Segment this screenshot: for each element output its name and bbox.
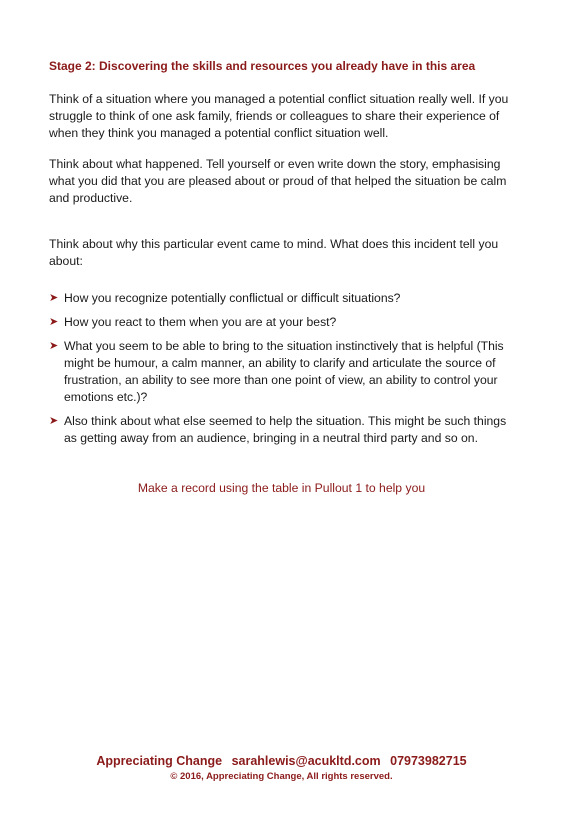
- paragraph-reflect: Think about why this particular event came to mind. What does this incident tell you about:: [49, 237, 499, 268]
- footer-email[interactable]: sarahlewis@acukltd.com: [231, 754, 381, 768]
- list-item-text: How you react to them when you are at your best?: [64, 315, 337, 329]
- list-item-text: Also think about what else seemed to help the situation. This might be such things as getting away from an audience, bringing in a neutral third party and so on.: [64, 414, 507, 445]
- footer-org: Appreciating Change: [96, 754, 223, 768]
- footer-contact: [0, 753, 563, 769]
- section-heading: Stage 2: Discovering the skills and resources you already have in this area: [49, 59, 476, 73]
- arrow-bullet-icon: ➤: [49, 415, 59, 427]
- question-list: [49, 290, 519, 454]
- list-item-text: What you seem to be able to bring to the situation instinctively that is helpful (This might be humour, a calm manner, an ability to clarify and articulate the source of frustration, an ability to see more than one point of view, an ability to control your emotions etc.)?: [64, 339, 504, 404]
- footer-phone: 07973982715: [390, 754, 467, 768]
- list-item: [49, 338, 519, 406]
- arrow-bullet-icon: ➤: [49, 340, 59, 352]
- list-item: [49, 413, 519, 447]
- paragraph-story: [49, 156, 519, 207]
- paragraph-story-line: Think about what happened. Tell yourself or even write down the story, emphasising what you did that you are pleased about or proud of that helped the situation be calm: [49, 157, 507, 188]
- list-item: [49, 314, 519, 331]
- paragraph-intro: Think of a situation where you managed a potential conflict situation really well. If you struggle to think of one ask family, friends or colleagues to share their experience of when they think you managed a potential conflict situation well.: [49, 92, 509, 140]
- paragraph-story-end: and productive.: [49, 191, 133, 205]
- arrow-bullet-icon: ➤: [49, 316, 59, 328]
- callout-text: Make a record using the table in Pullout 1 to help you: [137, 481, 426, 495]
- list-item: [49, 290, 519, 307]
- footer-copyright: © 2016, Appreciating Change, All rights reserved.: [170, 771, 393, 782]
- list-item-text: How you recognize potentially conflictual or difficult situations?: [64, 291, 401, 305]
- arrow-bullet-icon: ➤: [49, 292, 59, 304]
